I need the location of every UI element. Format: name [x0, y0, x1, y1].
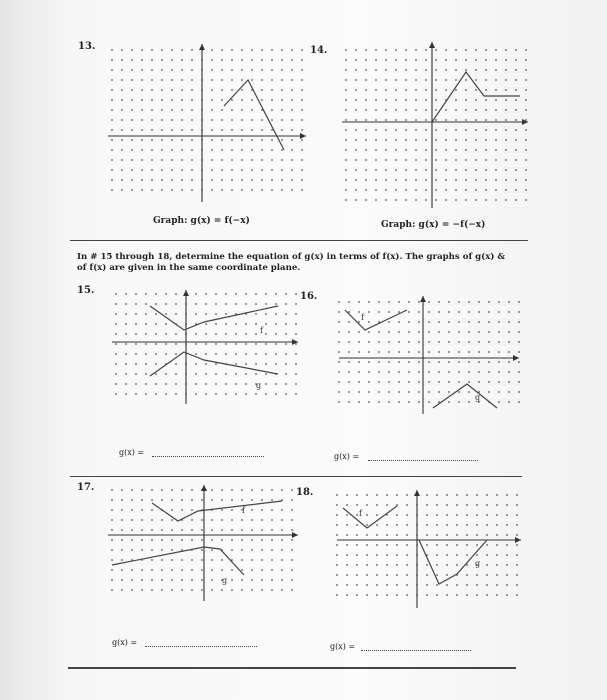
x-axis-arrow-icon: [522, 119, 528, 125]
y-axis-arrow-icon: [201, 485, 207, 491]
dot-grid: [336, 494, 518, 596]
problem-16-answer-label: g(x) =: [334, 452, 360, 461]
problem-13-number: 13.: [78, 41, 96, 52]
dot-grid: [338, 301, 520, 403]
instructions-line-2: of f(x) are given in the same coordinate plane.: [77, 263, 301, 273]
graph-g-label: g: [475, 393, 481, 402]
graph-f: [224, 80, 284, 150]
problem-17-number: 17.: [77, 482, 95, 493]
problem-18-number: 18.: [296, 487, 314, 498]
graph-f-label: f: [361, 313, 364, 322]
y-axis-arrow-icon: [199, 44, 205, 50]
x-axis-arrow-icon: [292, 532, 298, 538]
problem-17-answer-field[interactable]: [145, 646, 257, 647]
problem-16-number: 16.: [300, 291, 318, 302]
y-axis-arrow-icon: [414, 490, 420, 496]
problem-13-graph: [108, 44, 312, 204]
graph-g: [433, 384, 497, 408]
y-axis-arrow-icon: [420, 296, 426, 302]
x-axis-arrow-icon: [292, 339, 298, 345]
problem-15-answer-label: g(x) =: [119, 448, 145, 457]
problem-14-number: 14.: [310, 45, 328, 56]
x-axis-arrow-icon: [515, 537, 521, 543]
dot-grid: [111, 49, 303, 191]
graph-f: [150, 306, 278, 330]
problem-14-graph: [342, 42, 536, 210]
graph-f-label: f: [359, 509, 362, 518]
divider: [68, 667, 516, 669]
graph-f: [343, 506, 397, 528]
problem-15-graph: [112, 290, 302, 406]
problem-15-answer-field[interactable]: [152, 456, 264, 457]
instructions-line-1: In # 15 through 18, determine the equation of g(x) in terms of f(x). The graphs of g(x) &: [77, 252, 506, 262]
graph-f-label: f: [260, 326, 263, 335]
problem-18-answer-field[interactable]: [361, 650, 471, 651]
problem-16-answer-field[interactable]: [368, 460, 478, 461]
graph-f-label: f: [242, 506, 245, 515]
problem-15-number: 15.: [77, 285, 95, 296]
dot-grid: [111, 489, 293, 591]
divider: [70, 476, 522, 477]
divider: [70, 240, 528, 241]
problem-16-graph: [335, 296, 525, 416]
problem-18-graph: [333, 490, 529, 610]
y-axis-arrow-icon: [183, 290, 189, 296]
problem-13-caption: Graph: g(x) = f(−x): [153, 216, 250, 226]
graph-g-label: g: [256, 381, 262, 390]
problem-17-graph: [108, 485, 302, 603]
graph-g-label: g: [222, 576, 228, 585]
y-axis-arrow-icon: [429, 42, 435, 48]
problem-18-answer-label: g(x) =: [330, 642, 356, 651]
x-axis-arrow-icon: [300, 133, 306, 139]
problem-14-caption: Graph: g(x) = −f(−x): [381, 220, 486, 230]
graph-g-label: g: [475, 559, 481, 568]
graph-f: [152, 501, 282, 521]
problem-17-answer-label: g(x) =: [112, 638, 138, 647]
dot-grid: [345, 49, 527, 201]
graph-g: [150, 352, 278, 376]
x-axis-arrow-icon: [513, 355, 519, 361]
graph-f: [345, 310, 407, 330]
